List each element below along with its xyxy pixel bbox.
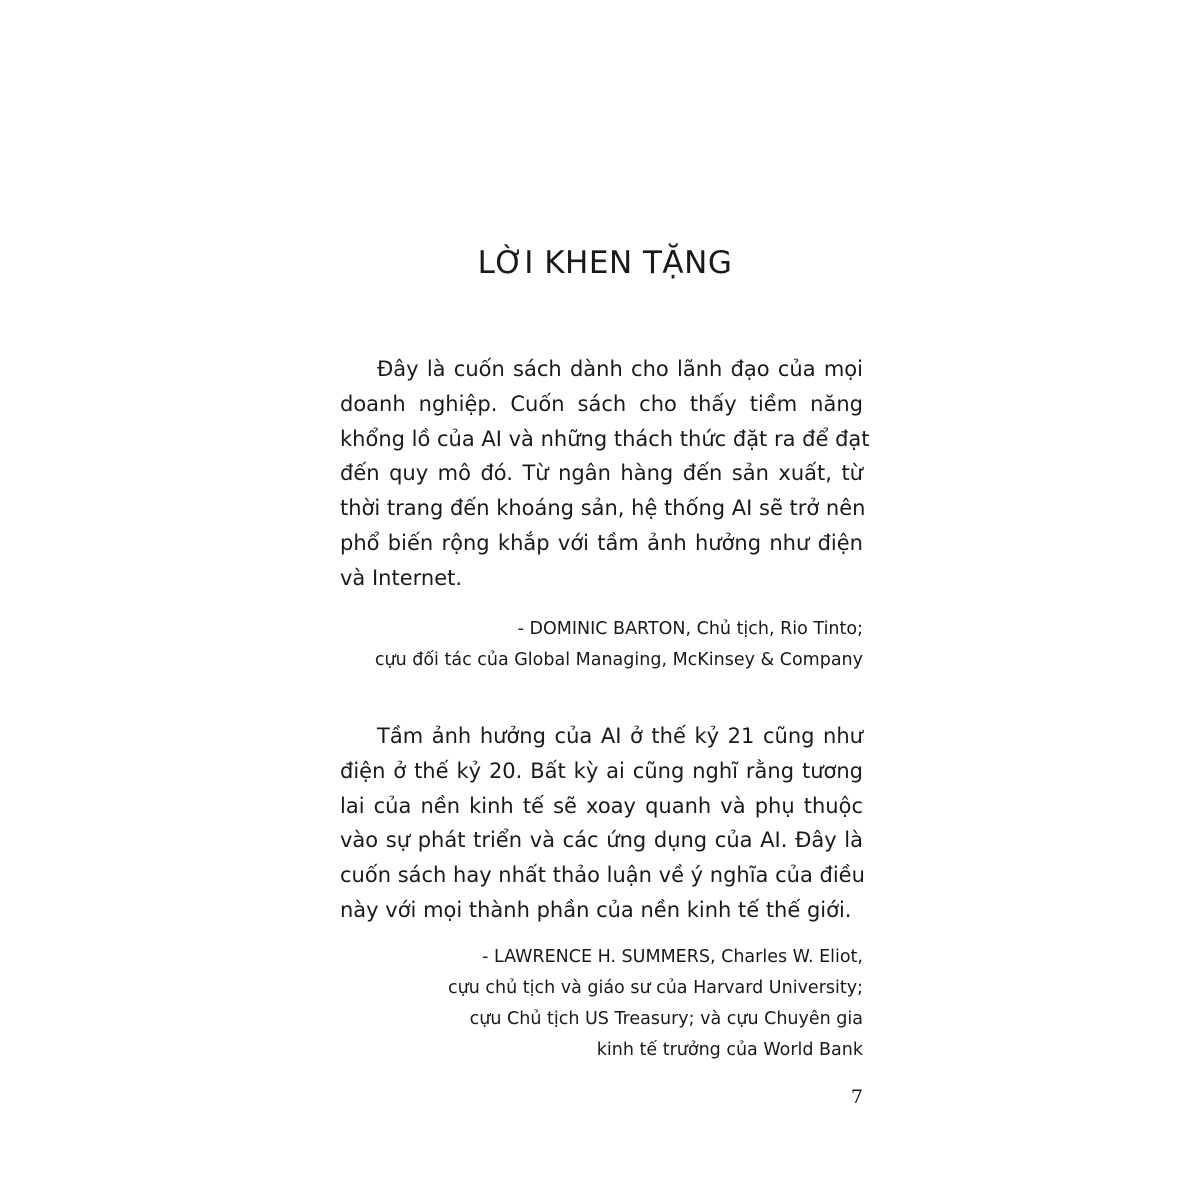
quote-line: vào sự phát triển và các ứng dụng của AI. Đây là	[340, 828, 863, 853]
quote-line: này với mọi thành phần của nền kinh tế thế giới.	[340, 897, 852, 922]
quote-line: khổng lồ của AI và những thách thức đặt ra để đạt	[340, 426, 870, 451]
page-title: LỜI KHEN TẶNG	[477, 245, 733, 281]
quote-line: Đây là cuốn sách dành cho lãnh đạo của mọi	[377, 357, 863, 381]
quote-line: cuốn sách hay nhất thảo luận về ý nghĩa của điều	[340, 863, 865, 888]
attribution-line: cựu Chủ tịch US Treasury; và cựu Chuyên gia	[469, 1008, 863, 1029]
attribution-line: - LAWRENCE H. SUMMERS, Charles W. Eliot,	[482, 946, 863, 967]
attribution-line: kinh tế trưởng của World Bank	[596, 1039, 863, 1060]
quote-line: điện ở thế kỷ 20. Bất kỳ ai cũng nghĩ rằng tương	[340, 758, 863, 783]
quote-line: phổ biến rộng khắp với tầm ảnh hưởng như điện	[340, 530, 863, 555]
quote-line: đến quy mô đó. Từ ngân hàng đến sản xuất, từ	[340, 461, 863, 486]
testimonial-2	[340, 719, 863, 1066]
quote-line: Tầm ảnh hưởng của AI ở thế kỷ 21 cũng như	[377, 724, 863, 748]
testimonial-quote	[340, 352, 870, 596]
quote-line: và Internet.	[340, 565, 463, 590]
attribution-line: - DOMINIC BARTON, Chủ tịch, Rio Tinto;	[517, 618, 863, 639]
testimonial-1	[340, 352, 870, 676]
testimonial-attribution	[340, 614, 863, 676]
quote-line: thời trang đến khoáng sản, hệ thống AI sẽ trở nên	[340, 496, 866, 521]
testimonial-attribution	[340, 942, 863, 1066]
page-number: 7	[850, 1086, 863, 1108]
testimonial-quote	[340, 719, 863, 928]
quote-line: lai của nền kinh tế sẽ xoay quanh và phụ thuộc	[340, 793, 863, 818]
quote-line: doanh nghiệp. Cuốn sách cho thấy tiềm năng	[340, 391, 863, 416]
attribution-line: cựu đối tác của Global Managing, McKinsey & Company	[374, 649, 863, 670]
attribution-line: cựu chủ tịch và giáo sư của Harvard University;	[447, 977, 863, 998]
